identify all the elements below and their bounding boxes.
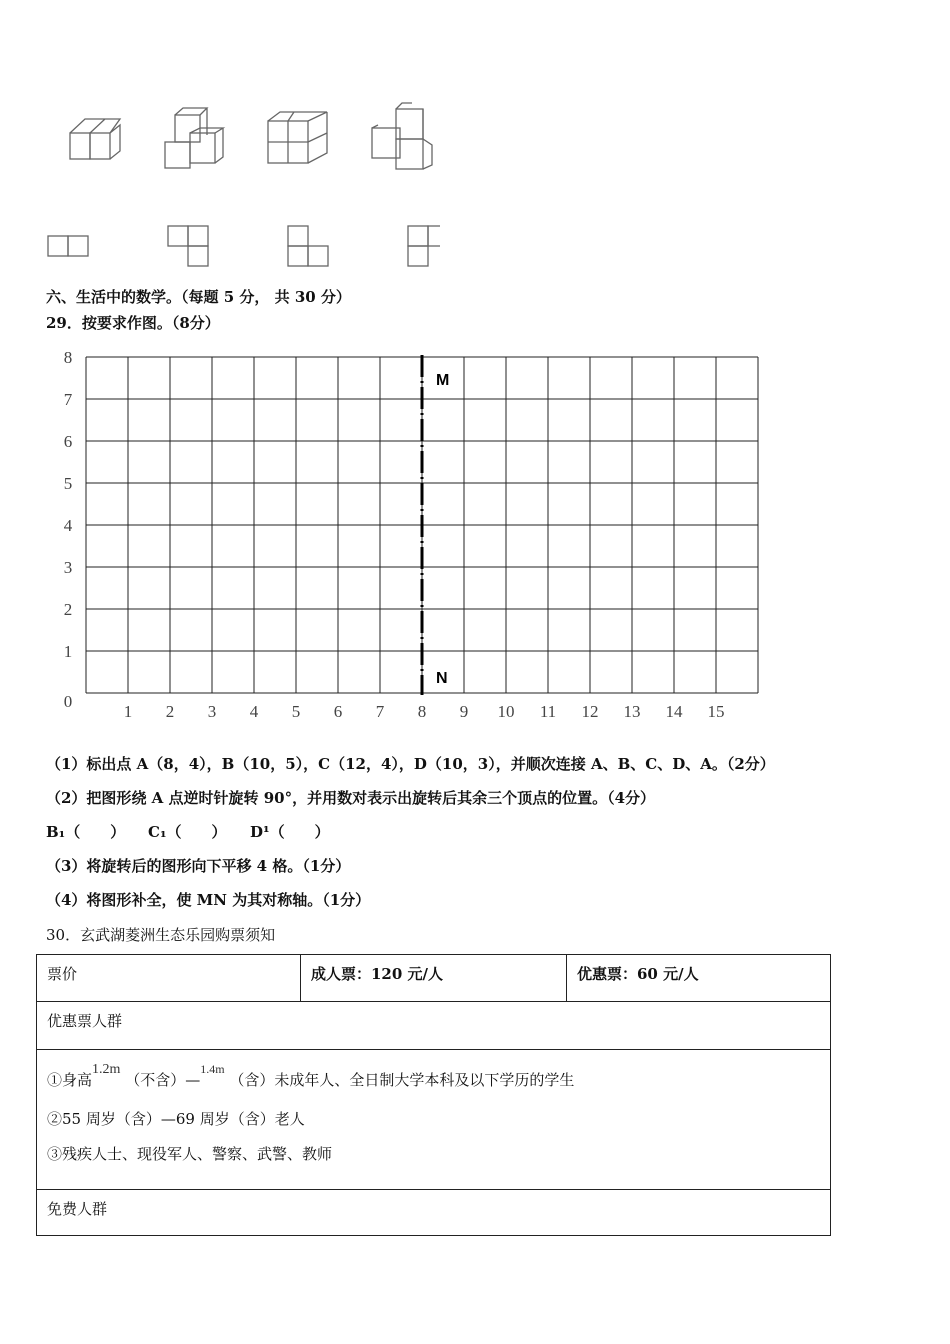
y-tick-label: 1 [63, 642, 73, 661]
label-n: N [436, 670, 448, 687]
adult-price: 成人票：120 元/人 [301, 955, 567, 1002]
blank-c1: C₁（ ） [148, 823, 227, 841]
y-tick-label: 7 [63, 390, 73, 409]
y-tick-label: 2 [63, 600, 73, 619]
y-tick-label: 0 [63, 692, 73, 711]
line1-a: ①身高 [47, 1071, 93, 1089]
question-29-title: 29．按要求作图。（8分） [46, 314, 220, 332]
y-tick-label: 6 [63, 432, 73, 451]
x-tick-label: 7 [375, 702, 385, 721]
x-tick-label: 10 [497, 702, 515, 721]
y-tick-label: 8 [63, 348, 73, 367]
x-tick-label: 2 [165, 702, 175, 721]
y-tick-label: 5 [63, 474, 73, 493]
x-tick-label: 14 [665, 702, 683, 721]
blank-d1: D¹（ ） [250, 823, 330, 841]
height-1: 1.2m [92, 1062, 121, 1077]
coordinate-grid [40, 345, 780, 730]
x-tick-label: 4 [249, 702, 259, 721]
free-group-heading: 免费人群 [37, 1190, 831, 1236]
q29-item-1: （1）标出点 A（8，4），B（10，5），C（12，4），D（10，3），并顺次连接 A、B、C、D、A。（2分） [46, 755, 775, 773]
q29-item-2: （2）把图形绕 A 点逆时针旋转 90°，并用数对表示出旋转后其余三个顶点的位置。（4分） [46, 789, 656, 807]
q29-item-4: （4）将图形补全，使 MN 为其对称轴。（1分） [46, 891, 371, 909]
x-tick-label: 11 [539, 702, 557, 721]
x-tick-label: 12 [581, 702, 599, 721]
q29-item-3: （3）将旋转后的图形向下平移 4 格。（1分） [46, 857, 351, 875]
x-tick-label: 8 [417, 702, 427, 721]
ticket-table [36, 954, 831, 1236]
discount-group-list [37, 1050, 831, 1190]
section-heading: 六、生活中的数学。（每题 5 分， 共 30 分） [46, 288, 351, 306]
question-30-title: 30．玄武湖菱洲生态乐园购票须知 [46, 926, 276, 944]
label-m: M [436, 372, 450, 389]
y-tick-label: 3 [63, 558, 73, 577]
line1-c: （含）未成年人、全日制大学本科及以下学历的学生 [229, 1071, 575, 1089]
height-2: 1.4m [200, 1062, 225, 1076]
y-tick-label: 4 [63, 516, 73, 535]
x-tick-label: 5 [291, 702, 301, 721]
line1-b: （不含）— [125, 1071, 201, 1089]
discount-price: 优惠票：60 元/人 [567, 955, 831, 1002]
x-tick-label: 13 [623, 702, 641, 721]
x-tick-label: 9 [459, 702, 469, 721]
x-tick-label: 1 [123, 702, 133, 721]
x-tick-label: 6 [333, 702, 343, 721]
x-tick-label: 15 [707, 702, 725, 721]
blank-b1: B₁（ ） [46, 823, 126, 841]
line3: ③残疾人士、现役军人、警察、武警、教师 [47, 1145, 333, 1163]
line2: ②55 周岁（含）—69 周岁（含）老人 [47, 1110, 305, 1128]
cube-views-figure [40, 95, 440, 280]
discount-group-heading: 优惠票人群 [37, 1002, 831, 1050]
x-tick-label: 3 [207, 702, 217, 721]
price-label: 票价 [37, 955, 301, 1002]
